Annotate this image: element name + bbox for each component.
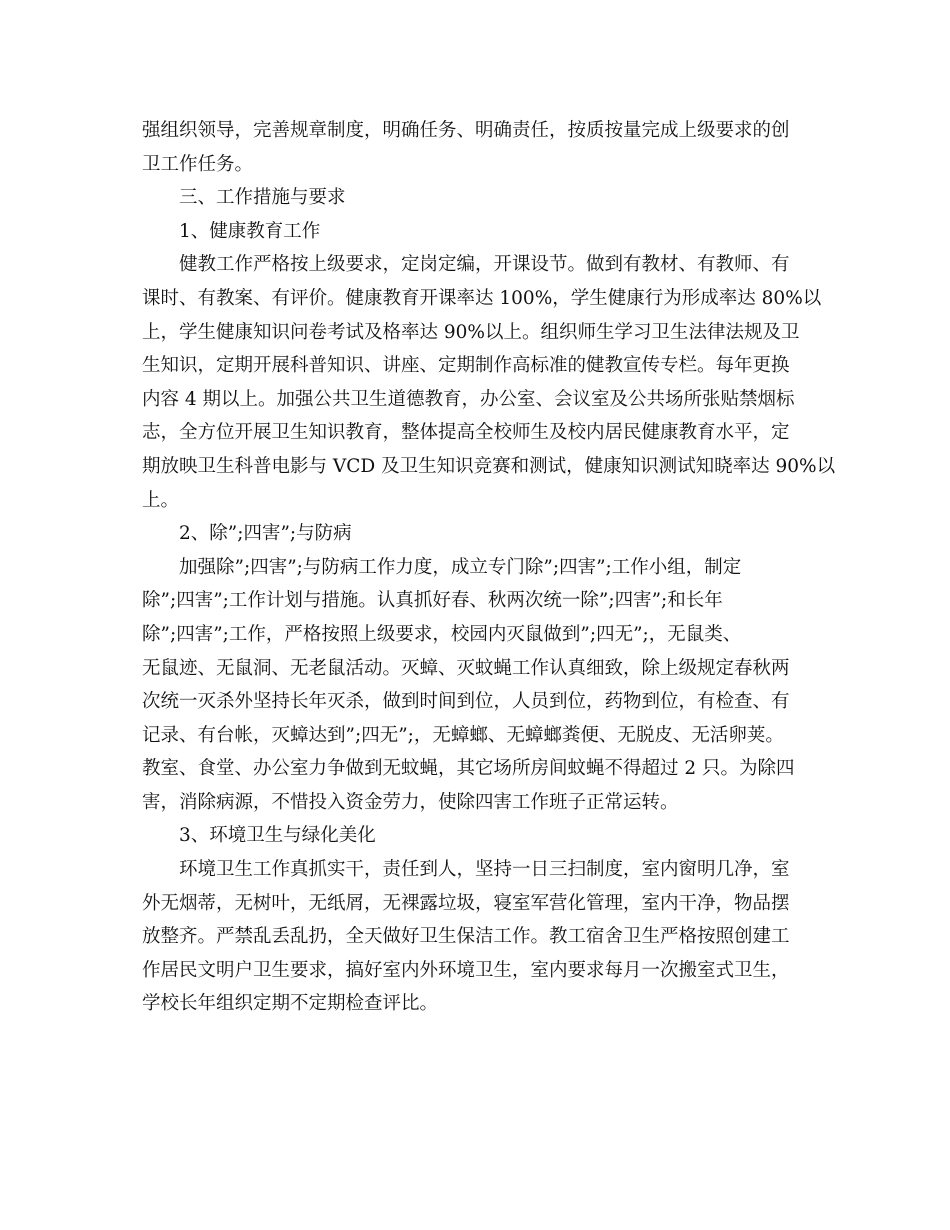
- text-line: 放整齐。严禁乱丢乱扔，全天做好卫生保洁工作。教工宿舍卫生严格按照创建工: [142, 926, 790, 948]
- text-line: 1、健康教育工作: [179, 220, 321, 242]
- text-line: 除”;四害”;工作，严格按照上级要求，校园内灭鼠做到”;四无”;，无鼠类、: [142, 623, 742, 645]
- text-line: 课时、有教案、有评价。健康教育开课率达 100%，学生健康行为形成率达 80%以: [142, 287, 822, 309]
- text-line: 期放映卫生科普电影与 VCD 及卫生知识竞赛和测试，健康知识测试知晓率达 90%以: [142, 455, 836, 477]
- text-line: 外无烟蒂，无树叶，无纸屑，无裸露垃圾，寝室军营化管理，室内干净，物品摆: [142, 892, 790, 914]
- text-line: 生知识，定期开展科普知识、讲座、定期制作高标准的健教宣传专栏。每年更换: [142, 355, 790, 377]
- text-line: 上，学生健康知识问卷考试及格率达 90%以上。组织师生学习卫生法律法规及卫: [142, 321, 800, 343]
- document-body: [142, 114, 836, 1021]
- text-line: 学校长年组织定期不定期检查评比。: [142, 993, 439, 1015]
- text-line: 2、除”;四害”;与防病: [179, 523, 352, 545]
- text-line: 教室、食堂、办公室力争做到无蚊蝇，其它场所房间蚊蝇不得超过 2 只。为除四: [142, 758, 795, 780]
- text-line: 害，消除病源，不惜投入资金劳力，使除四害工作班子正常运转。: [142, 791, 679, 813]
- text-line: 除”;四害”;工作计划与措施。认真抓好春、秋两次统一除”;四害”;和长年: [142, 590, 723, 612]
- text-line: 上。: [142, 489, 180, 511]
- text-line: 3、环境卫生与绿化美化: [179, 825, 376, 847]
- text-line: 无鼠迹、无鼠洞、无老鼠活动。灭蟑、灭蚊蝇工作认真细致，除上级规定春秋两: [142, 657, 790, 679]
- text-line: 强组织领导，完善规章制度，明确任务、明确责任，按质按量完成上级要求的创: [142, 120, 790, 141]
- text-line: 志，全方位开展卫生知识教育，整体提高全校师生及校内居民健康教育水平，定: [142, 422, 790, 444]
- text-line: 卫工作任务。: [142, 153, 254, 175]
- text-line: 加强除”;四害”;与防病工作力度，成立专门除”;四害”;工作小组，制定: [179, 556, 742, 578]
- text-line: 次统一灭杀外坚持长年灭杀，做到时间到位，人员到位，药物到位，有检查、有: [142, 691, 790, 713]
- text-line: 内容 4 期以上。加强公共卫生道德教育，办公室、会议室及公共场所张贴禁烟标: [142, 388, 795, 410]
- text-line: 记录、有台帐，灭蟑达到”;四无”;，无蟑螂、无蟑螂粪便、无脱皮、无活卵荚。: [142, 724, 784, 746]
- text-line: 健教工作严格按上级要求，定岗定编，开课设节。做到有教材、有教师、有: [179, 254, 790, 276]
- text-line: 作居民文明户卫生要求，搞好室内外环境卫生，室内要求每月一次搬室式卫生，: [142, 959, 790, 981]
- text-line: 环境卫生工作真抓实干，责任到人，坚持一日三扫制度，室内窗明几净，室: [179, 859, 790, 881]
- text-line: 三、工作措施与要求: [179, 187, 346, 209]
